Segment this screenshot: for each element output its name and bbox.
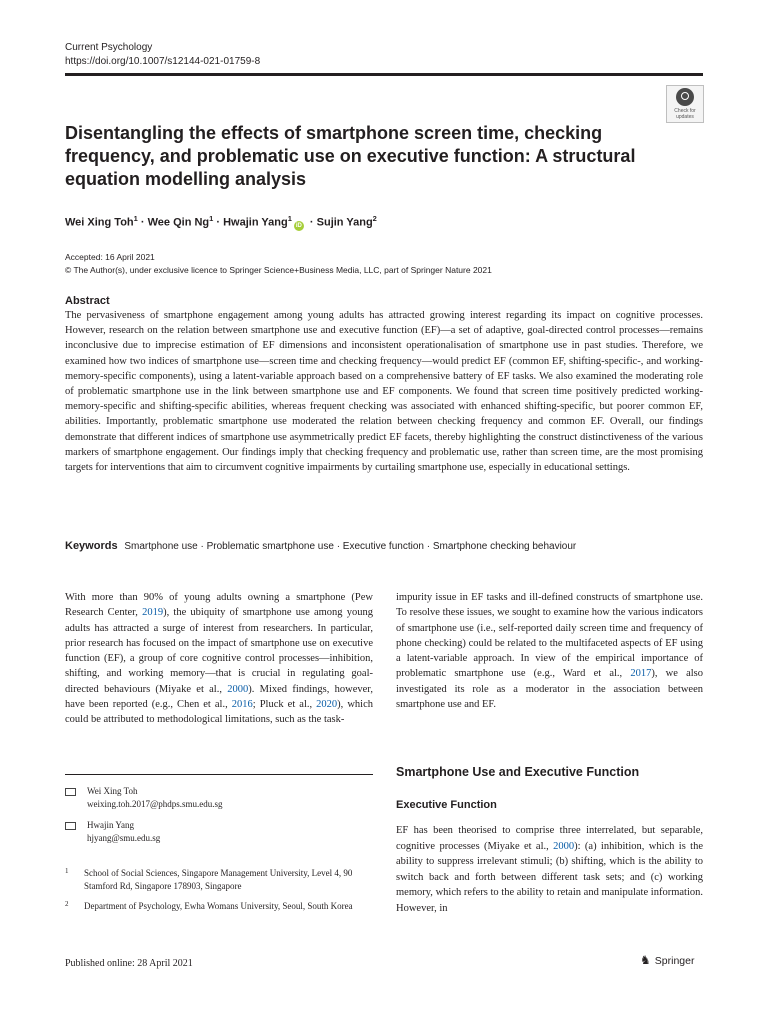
envelope-icon: [65, 822, 76, 830]
footnote-rule: [65, 774, 373, 775]
text-run: ), which could be attributed to methodological limitations, such as the task-: [65, 699, 373, 726]
citation-link[interactable]: 2020: [316, 699, 338, 711]
update-icon: [676, 88, 694, 106]
copyright-text: The Author(s), under exclusive licence to Springer Science+Business Media, LLC, part of Springer Nature 2021: [73, 265, 492, 275]
affiliation: [65, 867, 373, 892]
affiliation-text: School of Social Sciences, Singapore Management University, Level 4, 90 Stamford Rd, Singapore 178903, Singapore: [84, 868, 353, 891]
text-run: ; Pluck et al.,: [252, 699, 317, 711]
journal-name: Current Psychology: [65, 42, 153, 53]
author-separator: ·: [213, 216, 224, 229]
contact-email[interactable]: hjyang@smu.edu.sg: [87, 832, 161, 843]
citation-link[interactable]: 2000: [553, 840, 575, 852]
author-name[interactable]: Wei Xing Toh: [65, 216, 134, 229]
orcid-icon[interactable]: iD: [295, 222, 302, 229]
author-affiliation-marker: 1: [133, 214, 138, 223]
contact-email[interactable]: weixing.toh.2017@phdps.smu.edu.sg: [87, 798, 223, 809]
copyright-line: [65, 264, 492, 277]
contact-name: Wei Xing Toh: [87, 786, 138, 796]
header-rule: [65, 73, 703, 76]
author-name[interactable]: Hwajin Yang: [223, 216, 288, 229]
text-run: ), the ubiquity of smartphone use among young adults has attracted a surge of interest from researchers. In particular, prior research has focused on the impact of smartphone use on executive function (EF), a group of core cognitive control processes—inhibition, shifting, and working memory—that is crucial in regulating goal-directed behaviours (Miyake et al.,: [65, 607, 373, 695]
corresponding-author: [65, 819, 160, 844]
author-affiliation-marker: 1: [209, 214, 214, 223]
doi-link[interactable]: https://doi.org/10.1007/s12144-021-01759-8: [65, 56, 261, 67]
affiliation-text: Department of Psychology, Ewha Womans University, Seoul, South Korea: [84, 901, 353, 911]
keywords: [65, 539, 576, 554]
corresponding-author: [65, 785, 223, 810]
affiliation: [65, 900, 373, 913]
intro-paragraph: [65, 590, 373, 728]
paper-title: Disentangling the effects of smartphone screen time, checking frequency, and problematic use on executive function: A structural equation modelling analysis: [65, 123, 636, 189]
keywords-list: Smartphone use · Problematic smartphone use · Executive function · Smartphone checking behaviour: [124, 541, 577, 552]
contact-name: Hwajin Yang: [87, 820, 135, 830]
abstract-heading: Abstract: [65, 295, 110, 307]
citation-link[interactable]: 2000: [227, 683, 249, 695]
check-for-updates-badge[interactable]: [666, 85, 704, 123]
text-run: ), we also investigated its role as a moderator in the association between smartphone use and EF.: [396, 668, 703, 711]
abstract-text: The pervasiveness of smartphone engagement among young adults has attracted growing interest regarding its impact on cognitive processes. However, research on the relation between smartphone use and executive function (EF)—a set of adaptive, goal-directed control processes—remains inconclusive due to imprecise estimation of EF dimensions and inconsistent operationalisation of smartphone use in past studies. Therefore, we examined how two indices of smartphone use—screen time and checking frequency—would predict EF (common EF, shifting-specific-, and working-memory-specific components), using a latent-variable approach based on a comprehensive battery of EF tasks. We also examined the moderating role of problematic smartphone use in the link between smartphone use and EF components. We found that screen time positively predicted working-memory-specific and shifting-specific abilities, whereas frequent checking was associated with enhanced shifting-specific, but poorer common EF, abilities. Importantly, problematic smartphone use moderated the relation between checking frequency and common EF. Overall, our findings demonstrate that different indices of smartphone use asymmetrically predict EF facets, thereby highlighting the construct distinctiveness of the various markers of smartphone engagement. Our findings imply that checking frequency and problematic use, rather than screen time, are the most promising targets for interventions that aim to circumvent cognitive impairments by curtailing smartphone use, especially in educational settings.: [65, 310, 703, 474]
copyright-icon: ©: [65, 265, 72, 275]
publication-meta: [65, 251, 492, 277]
intro-paragraph-continued: [396, 590, 703, 712]
author-list: [65, 211, 377, 231]
author-name[interactable]: Wee Qin Ng: [147, 216, 210, 229]
text-run: With more than 90% of young adults owning a smartphone (Pew Research Center,: [65, 592, 373, 619]
affiliation-number: 2: [65, 900, 69, 908]
publisher-logo[interactable]: [640, 953, 694, 967]
badge-label: Check for updates: [674, 108, 696, 120]
text-run: ). Mixed findings, however, have been reported (e.g., Chen et al.,: [65, 683, 374, 711]
text-run: ): (a) inhibition, which is the ability to suppress irrelevant stimuli; (b) shifting, which is the ability to switch back and forth between different task sets; and (c) working memory, which refers to the ability to retain and manipulate information. However, in: [396, 840, 703, 914]
journal-header: [65, 41, 260, 69]
accepted-date: Accepted: 16 April 2021: [65, 252, 155, 262]
author-affiliation-marker: 1: [287, 214, 292, 223]
author-separator: ·: [306, 216, 317, 229]
section-heading: Smartphone Use and Executive Function: [396, 765, 640, 779]
author-name[interactable]: Sujin Yang: [316, 216, 373, 229]
section-paragraph: [396, 823, 703, 917]
horse-icon: ♞: [640, 953, 651, 967]
subsection-heading: Executive Function: [396, 799, 497, 811]
affiliation-number: 1: [65, 867, 69, 875]
citation-link[interactable]: 2017: [630, 668, 652, 680]
publisher-name: Springer: [654, 955, 695, 967]
envelope-icon: [65, 788, 76, 796]
citation-link[interactable]: 2016: [231, 699, 253, 711]
citation-link[interactable]: 2019: [142, 607, 164, 619]
author-affiliation-marker: 2: [372, 214, 377, 223]
text-run: impurity issue in EF tasks and ill-defined constructs of smartphone use. To resolve these issues, we sought to examine how the various indicators of smartphone use (i.e., self-reported daily screen time and frequency of phone checking) could be related to the multifaceted aspects of EF using a latent-variable approach. In view of the empirical importance of problematic smartphone use (e.g., Ward et al.,: [396, 592, 703, 680]
text-run: EF has been theorised to comprise three interrelated, but separable, cognitive processes (Miyake et al.,: [396, 825, 703, 852]
keywords-label: Keywords: [65, 540, 118, 552]
published-online: Published online: 28 April 2021: [65, 958, 193, 969]
author-separator: ·: [137, 216, 148, 229]
